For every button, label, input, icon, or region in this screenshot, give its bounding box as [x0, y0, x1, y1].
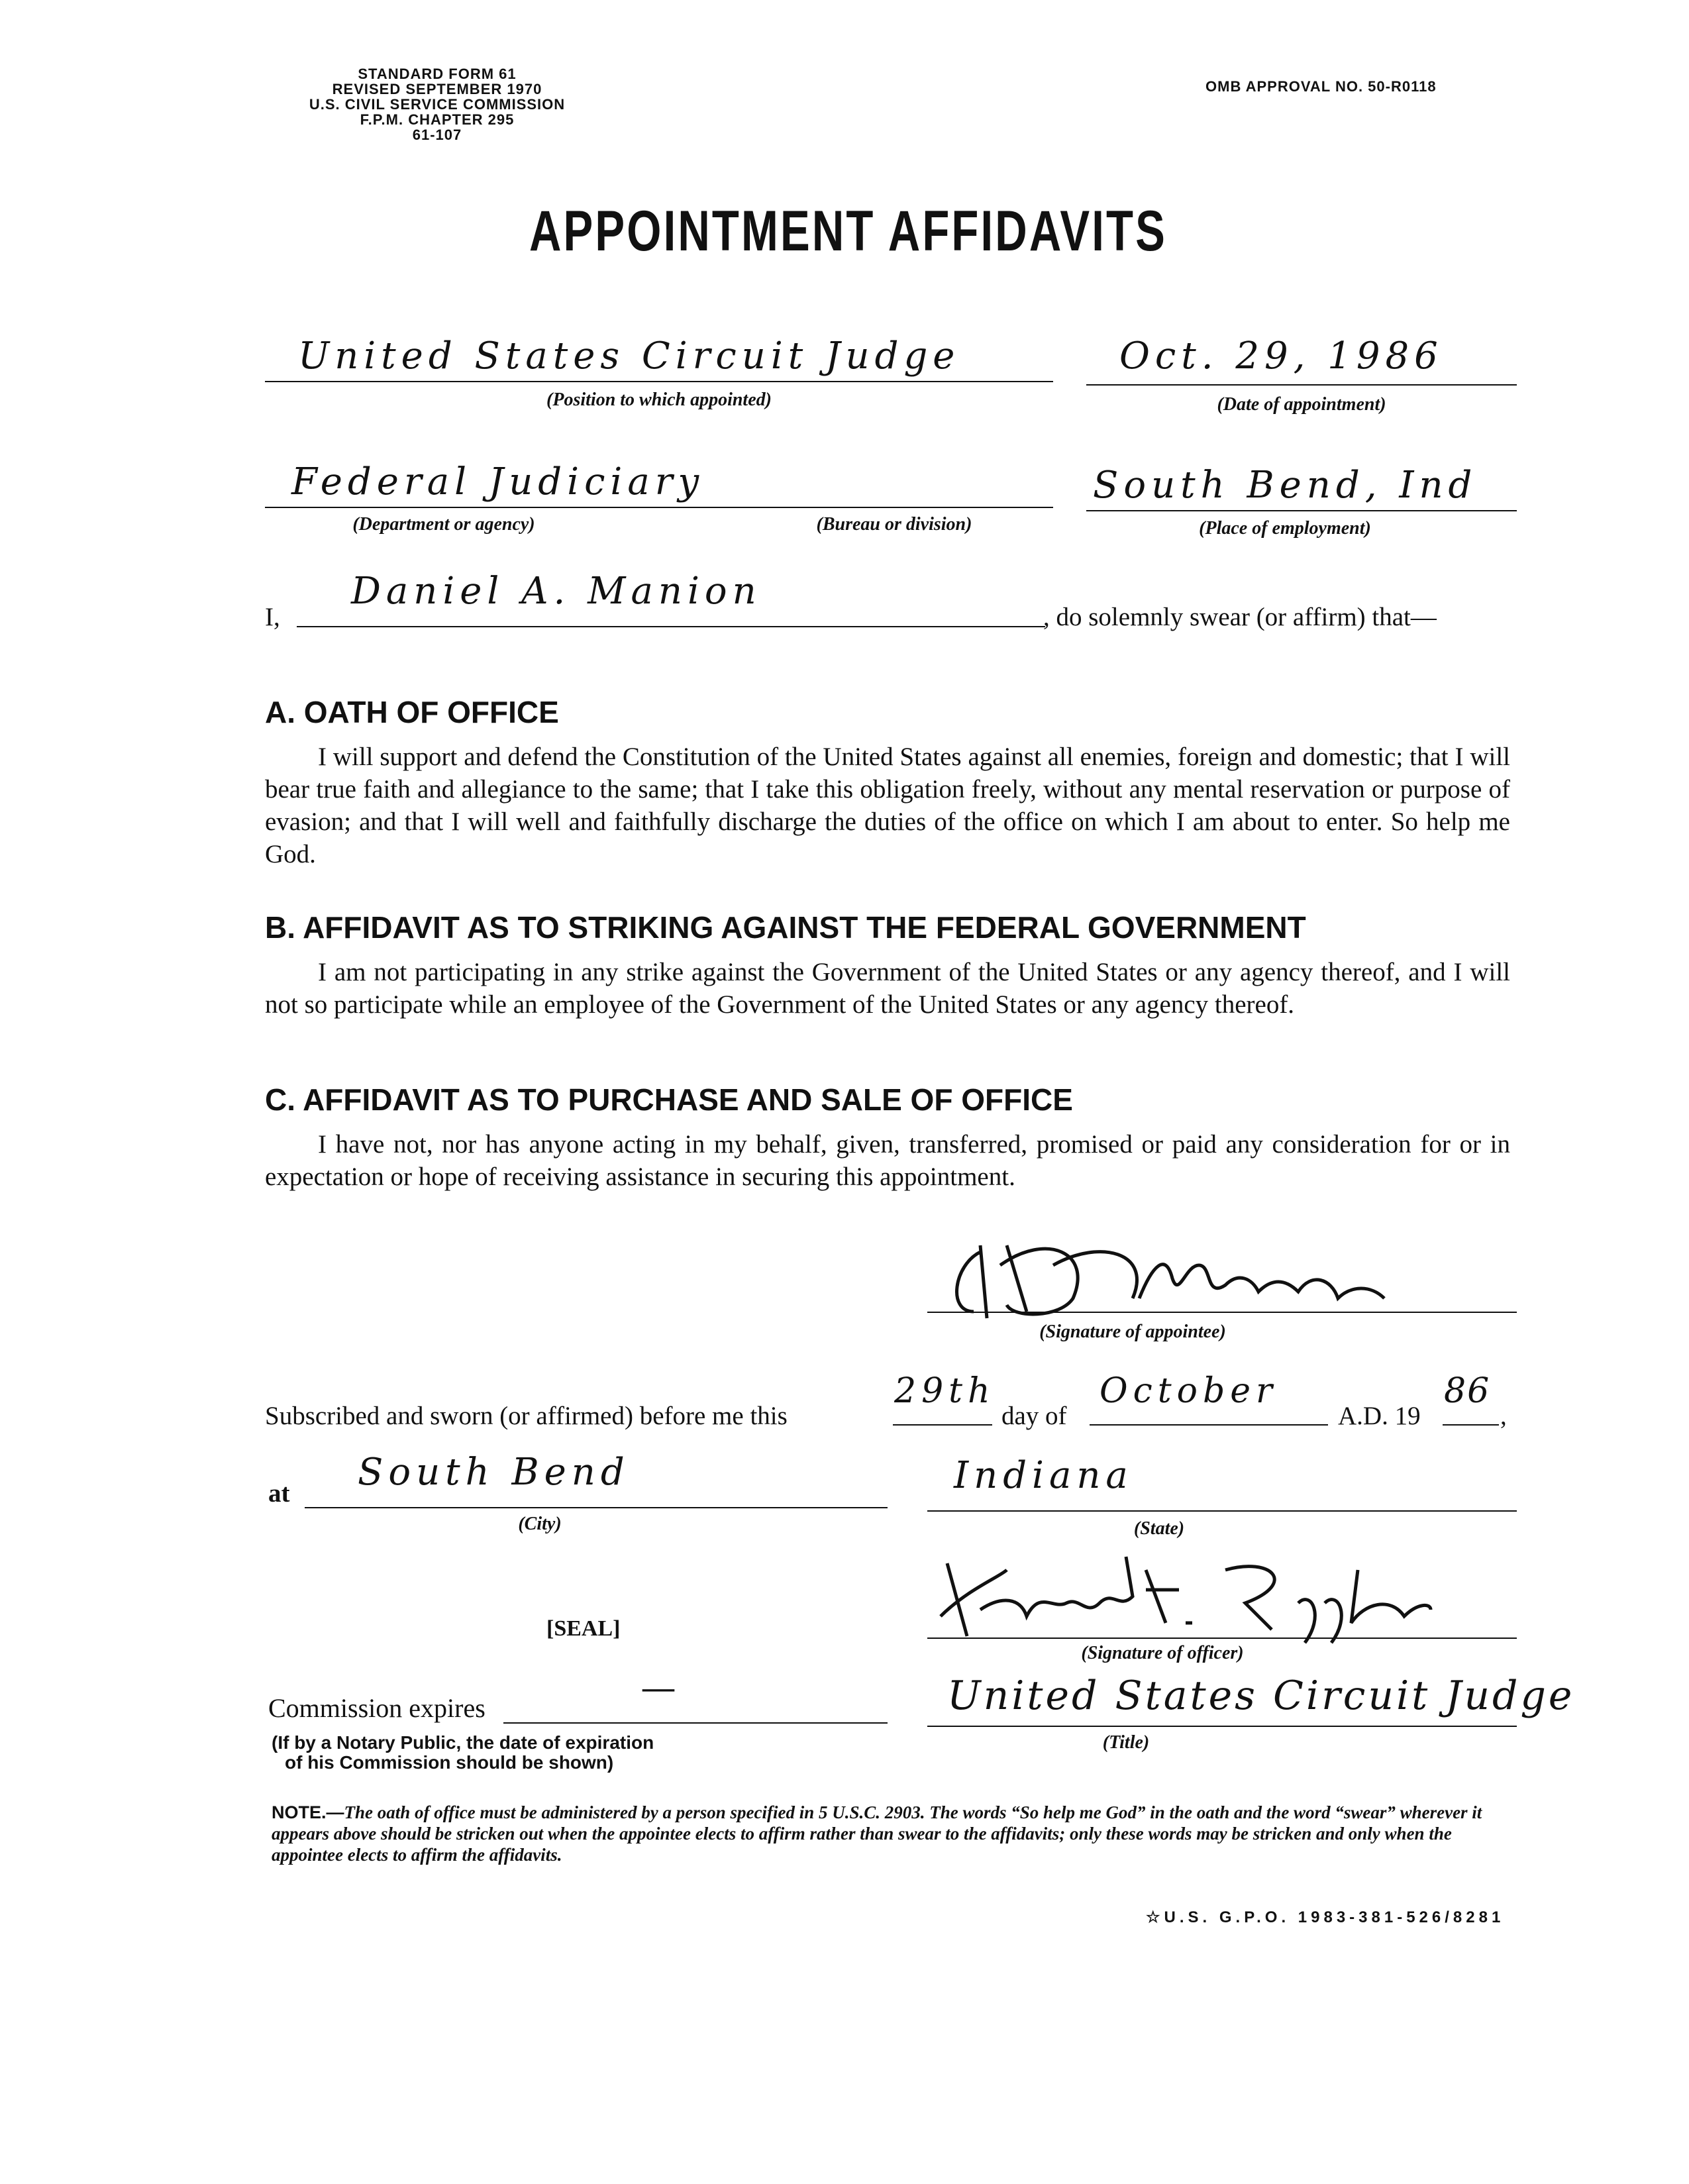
form-line: U.S. CIVIL SERVICE COMMISSION [309, 96, 566, 113]
commission-label: Commission expires [268, 1693, 486, 1723]
form-line: STANDARD FORM 61 [358, 66, 517, 82]
section-b-text [265, 956, 1510, 1021]
place-line [1086, 510, 1517, 511]
department-value: Federal Judiciary [291, 460, 705, 503]
appointee-signature-line [927, 1312, 1517, 1313]
section-c-text [265, 1128, 1510, 1193]
date-caption: (Date of appointment) [1217, 394, 1386, 415]
oath-prefix: I, [265, 603, 280, 631]
department-caption: (Department or agency) [352, 514, 535, 535]
sworn-city: South Bend [358, 1451, 630, 1494]
officer-signature-caption: (Signature of officer) [1081, 1643, 1244, 1663]
sworn-month-line [1090, 1424, 1328, 1426]
sworn-state: Indiana [954, 1454, 1133, 1497]
name-line [297, 626, 1045, 627]
form-identifier [252, 66, 623, 142]
appointee-signature [941, 1225, 1391, 1325]
sworn-day: 29th [894, 1371, 996, 1411]
form-line: REVISED SEPTEMBER 1970 [332, 81, 542, 97]
note-label: NOTE.— [272, 1802, 344, 1822]
sworn-comma: , [1500, 1402, 1507, 1430]
officer-title-caption: (Title) [1102, 1732, 1150, 1753]
sworn-prefix: Subscribed and sworn (or affirmed) before me this [265, 1402, 788, 1430]
sworn-at: at [268, 1479, 290, 1508]
sworn-day-line [893, 1424, 992, 1426]
position-caption: (Position to which appointed) [546, 390, 772, 410]
section-b-heading: B. AFFIDAVIT AS TO STRIKING AGAINST THE FEDERAL GOVERNMENT [265, 910, 1306, 945]
omb-approval: OMB APPROVAL NO. 50-R0118 [1205, 78, 1437, 95]
seal-label: [SEAL] [546, 1616, 621, 1641]
place-value: South Bend, Ind [1093, 464, 1478, 507]
position-line [265, 381, 1053, 382]
sworn-day-of: day of [1001, 1402, 1067, 1430]
section-a-body: I will support and defend the Constitution of the United States against all enemies, foreign and domestic; that I will bear true faith and allegiance to the same; that I take this obligation freely, without any mental reservation or purpose of evasion; and that I will well and faithfully discharge the duties of the office on which I am about to enter. So help me God. [265, 743, 1510, 868]
section-b-body: I am not participating in any strike against the Government of the United States or any agency thereof, and I will not so participate while an employee of the Government of the United States or any agency thereof. [265, 958, 1510, 1019]
commission-value: — [642, 1670, 674, 1705]
date-value: Oct. 29, 1986 [1119, 335, 1443, 378]
commission-note-2: of his Commission should be shown) [285, 1752, 614, 1773]
officer-title: United States Circuit Judge [947, 1673, 1575, 1719]
officer-title-line [927, 1726, 1517, 1727]
state-caption: (State) [1133, 1518, 1185, 1539]
form-line: 61-107 [412, 127, 462, 143]
form-line: F.P.M. CHAPTER 295 [360, 111, 515, 128]
oath-suffix: , do solemnly swear (or affirm) that— [1043, 603, 1437, 631]
department-line [265, 507, 1053, 508]
section-c-heading: C. AFFIDAVIT AS TO PURCHASE AND SALE OF OFFICE [265, 1082, 1073, 1117]
commission-note-1: (If by a Notary Public, the date of expiration [272, 1732, 654, 1753]
date-line [1086, 384, 1517, 386]
sworn-ad: A.D. 19 [1338, 1402, 1421, 1430]
note [272, 1802, 1517, 1865]
sworn-month: October [1100, 1371, 1278, 1411]
appointee-name: Daniel A. Manion [351, 570, 762, 613]
commission-line [503, 1722, 888, 1724]
state-line [927, 1510, 1517, 1512]
section-a-text [265, 741, 1510, 870]
section-c-body: I have not, nor has anyone acting in my behalf, given, transferred, promised or paid any consideration for or in expectation or hope of receiving assistance in securing this appointment. [265, 1130, 1510, 1191]
officer-signature-line [927, 1638, 1517, 1639]
city-line [305, 1507, 888, 1508]
section-a-heading: A. OATH OF OFFICE [265, 695, 559, 729]
gpo-footer: ☆U.S. G.P.O. 1983-381-526/8281 [1146, 1908, 1505, 1926]
sworn-year: 86 [1444, 1371, 1491, 1411]
place-caption: (Place of employment) [1199, 518, 1371, 539]
bureau-caption: (Bureau or division) [816, 514, 972, 535]
appointee-signature-caption: (Signature of appointee) [1039, 1322, 1226, 1342]
position-value: United States Circuit Judge [298, 335, 960, 378]
sworn-year-line [1443, 1424, 1499, 1426]
city-caption: (City) [518, 1514, 562, 1534]
note-text: The oath of office must be administered by a person specified in 5 U.S.C. 2903. The words “So help me God” in the oath and the word “swear” wherever it appears above should be stricken out when the appointee elects to affirm rather than swear to the affidavits; only these words may be stricken and only when the appointee elects to affirm the affidavits. [272, 1802, 1482, 1865]
page-title: APPOINTMENT AFFIDAVITS [529, 199, 1168, 263]
